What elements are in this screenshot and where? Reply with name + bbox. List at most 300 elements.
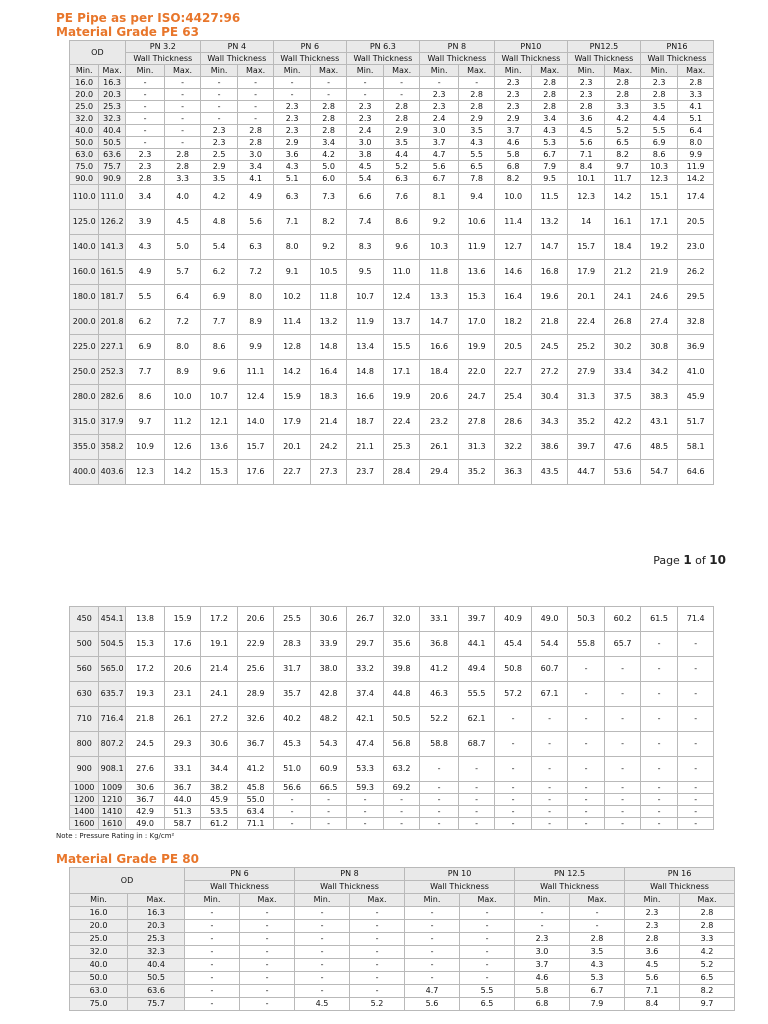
od-cell: 355.0: [70, 435, 99, 460]
thickness-cell: 35.2: [459, 460, 495, 485]
od-cell: 20.0: [70, 89, 99, 101]
thickness-cell: 2.3: [346, 113, 384, 125]
thickness-cell: -: [311, 794, 346, 806]
thickness-cell: 30.8: [640, 335, 678, 360]
thickness-cell: -: [640, 782, 678, 794]
thickness-cell: 9.4: [459, 185, 495, 210]
thickness-cell: 24.7: [459, 385, 495, 410]
thickness-cell: 3.7: [515, 959, 570, 972]
thickness-cell: -: [240, 920, 295, 933]
thickness-cell: -: [200, 113, 238, 125]
wall-thickness-header: Wall Thickness: [494, 53, 567, 65]
thickness-cell: 17.6: [165, 632, 200, 657]
thickness-cell: 36.7: [125, 794, 165, 806]
thickness-cell: 10.7: [200, 385, 238, 410]
table-row: [70, 946, 735, 959]
thickness-cell: 20.6: [165, 657, 200, 682]
thickness-cell: -: [419, 818, 459, 830]
thickness-cell: 49.4: [459, 657, 494, 682]
wall-thickness-header: Wall Thickness: [625, 881, 735, 894]
thickness-cell: 21.4: [311, 410, 347, 435]
thickness-cell: 11.2: [165, 410, 201, 435]
thickness-cell: -: [311, 89, 347, 101]
pn-header: PN 3.2: [125, 41, 200, 53]
thickness-cell: 16.4: [494, 285, 532, 310]
thickness-cell: -: [532, 782, 567, 794]
thickness-cell: 2.8: [567, 101, 605, 113]
od-cell: 160.0: [70, 260, 99, 285]
od-cell: 908.1: [99, 757, 125, 782]
thickness-cell: 64.6: [678, 460, 714, 485]
thickness-cell: 12.3: [125, 460, 165, 485]
thickness-cell: 36.3: [494, 460, 532, 485]
od-cell: 225.0: [70, 335, 99, 360]
thickness-cell: -: [532, 806, 567, 818]
thickness-cell: 23.1: [165, 682, 200, 707]
thickness-cell: 56.8: [384, 732, 419, 757]
thickness-cell: -: [460, 972, 515, 985]
od-cell: 63.6: [99, 149, 125, 161]
thickness-cell: 53.6: [605, 460, 640, 485]
pn-header: PN 4: [200, 41, 273, 53]
thickness-cell: 60.9: [311, 757, 346, 782]
thickness-cell: 18.3: [311, 385, 347, 410]
thickness-cell: -: [605, 732, 640, 757]
thickness-cell: 10.1: [567, 173, 605, 185]
thickness-cell: -: [384, 806, 419, 818]
table-row: [70, 137, 714, 149]
thickness-cell: 22.9: [238, 632, 273, 657]
table-row: [70, 782, 714, 794]
od-cell: 63.0: [70, 149, 99, 161]
thickness-cell: -: [346, 794, 384, 806]
max-header: Max.: [570, 894, 625, 907]
thickness-cell: 45.8: [238, 782, 273, 794]
thickness-cell: -: [165, 89, 201, 101]
thickness-cell: -: [240, 907, 295, 920]
thickness-cell: 55.8: [567, 632, 605, 657]
thickness-cell: 15.3: [125, 632, 165, 657]
od-cell: 32.3: [128, 946, 185, 959]
table-row: [70, 707, 714, 732]
thickness-cell: 6.2: [200, 260, 238, 285]
thickness-cell: 10.0: [494, 185, 532, 210]
thickness-cell: -: [240, 985, 295, 998]
thickness-cell: 31.7: [273, 657, 311, 682]
thickness-cell: 24.5: [125, 732, 165, 757]
thickness-cell: 2.3: [494, 101, 532, 113]
section-title-pe63: Material Grade PE 63: [56, 25, 199, 39]
thickness-cell: -: [678, 782, 714, 794]
min-header: Min.: [405, 894, 460, 907]
thickness-cell: 69.2: [384, 782, 419, 794]
pressure-note: Note : Pressure Rating in : Kg/cm²: [56, 832, 175, 840]
max-header: Max.: [350, 894, 405, 907]
table-row: [70, 757, 714, 782]
thickness-cell: 2.5: [200, 149, 238, 161]
thickness-cell: 6.5: [460, 998, 515, 1011]
od-cell: 141.3: [99, 235, 125, 260]
pn-header: PN16: [640, 41, 713, 53]
thickness-cell: 6.8: [494, 161, 532, 173]
thickness-cell: 21.4: [200, 657, 238, 682]
table-row: [70, 818, 714, 830]
thickness-cell: 29.3: [165, 732, 200, 757]
thickness-cell: 28.4: [384, 460, 420, 485]
thickness-cell: 22.7: [273, 460, 311, 485]
thickness-cell: -: [460, 933, 515, 946]
od-cell: 250.0: [70, 360, 99, 385]
pe63-table-continued: [69, 606, 714, 830]
max-header: Max.: [680, 894, 735, 907]
od-cell: 280.0: [70, 385, 99, 410]
thickness-cell: 5.1: [678, 113, 714, 125]
thickness-cell: 59.3: [346, 782, 384, 794]
thickness-cell: 8.6: [200, 335, 238, 360]
thickness-cell: 17.0: [459, 310, 495, 335]
thickness-cell: 15.3: [459, 285, 495, 310]
max-header: Max.: [165, 65, 201, 77]
thickness-cell: 27.9: [567, 360, 605, 385]
thickness-cell: 23.0: [678, 235, 714, 260]
wall-thickness-header: Wall Thickness: [295, 881, 405, 894]
od-cell: 16.0: [70, 907, 128, 920]
thickness-cell: 5.6: [625, 972, 680, 985]
thickness-cell: 45.3: [273, 732, 311, 757]
thickness-cell: 4.1: [238, 173, 274, 185]
thickness-cell: 58.8: [419, 732, 459, 757]
thickness-cell: 19.3: [125, 682, 165, 707]
thickness-cell: 4.5: [295, 998, 350, 1011]
od-cell: 710: [70, 707, 99, 732]
thickness-cell: 2.9: [494, 113, 532, 125]
thickness-cell: 5.3: [570, 972, 625, 985]
thickness-cell: 40.9: [494, 607, 532, 632]
thickness-cell: 31.3: [459, 435, 495, 460]
od-cell: 282.6: [99, 385, 125, 410]
thickness-cell: 47.6: [605, 435, 640, 460]
thickness-cell: 8.9: [238, 310, 274, 335]
pn-header: PN12.5: [567, 41, 640, 53]
thickness-cell: 3.6: [273, 149, 311, 161]
thickness-cell: -: [295, 985, 350, 998]
max-header: Max.: [605, 65, 640, 77]
thickness-cell: 23.7: [346, 460, 384, 485]
thickness-cell: -: [273, 77, 311, 89]
thickness-cell: -: [494, 806, 532, 818]
thickness-cell: 51.3: [165, 806, 200, 818]
thickness-cell: 9.2: [311, 235, 347, 260]
thickness-cell: -: [532, 757, 567, 782]
thickness-cell: 5.5: [640, 125, 678, 137]
thickness-cell: 4.6: [494, 137, 532, 149]
thickness-cell: 19.9: [459, 335, 495, 360]
thickness-cell: 71.1: [238, 818, 273, 830]
section-title-pe80: Material Grade PE 80: [56, 852, 199, 866]
table-row: [70, 460, 714, 485]
thickness-cell: 16.1: [605, 210, 640, 235]
thickness-cell: 4.9: [125, 260, 165, 285]
thickness-cell: 6.0: [311, 173, 347, 185]
thickness-cell: 6.9: [125, 335, 165, 360]
thickness-cell: 2.8: [570, 933, 625, 946]
thickness-cell: 3.0: [419, 125, 459, 137]
thickness-cell: 51.7: [678, 410, 714, 435]
thickness-cell: 52.2: [419, 707, 459, 732]
thickness-cell: -: [311, 818, 346, 830]
table-row: [70, 235, 714, 260]
thickness-cell: 15.1: [640, 185, 678, 210]
thickness-cell: 2.9: [384, 125, 420, 137]
od-cell: 1200: [70, 794, 99, 806]
od-cell: 1000: [70, 782, 99, 794]
thickness-cell: 17.9: [273, 410, 311, 435]
max-header: Max.: [128, 894, 185, 907]
wall-thickness-header: Wall Thickness: [125, 53, 200, 65]
thickness-cell: -: [570, 907, 625, 920]
thickness-cell: -: [567, 806, 605, 818]
thickness-cell: 24.6: [640, 285, 678, 310]
od-cell: 32.0: [70, 946, 128, 959]
od-cell: 111.0: [99, 185, 125, 210]
table-row: [70, 682, 714, 707]
thickness-cell: 21.8: [532, 310, 567, 335]
thickness-cell: 2.3: [200, 125, 238, 137]
thickness-cell: 19.6: [532, 285, 567, 310]
max-header: Max.: [238, 65, 274, 77]
thickness-cell: -: [165, 113, 201, 125]
thickness-cell: 5.8: [494, 149, 532, 161]
thickness-cell: 32.2: [494, 435, 532, 460]
od-cell: 90.9: [99, 173, 125, 185]
thickness-cell: 16.6: [419, 335, 459, 360]
min-header: Min.: [125, 65, 165, 77]
table-row: [70, 210, 714, 235]
thickness-cell: -: [494, 707, 532, 732]
thickness-cell: -: [459, 806, 494, 818]
thickness-cell: 6.3: [384, 173, 420, 185]
thickness-cell: 11.9: [346, 310, 384, 335]
pe63-table: [69, 40, 714, 485]
thickness-cell: 3.0: [515, 946, 570, 959]
table-row: [70, 907, 735, 920]
thickness-cell: 12.3: [640, 173, 678, 185]
thickness-cell: -: [238, 113, 274, 125]
table-row: [70, 385, 714, 410]
thickness-cell: 12.3: [567, 185, 605, 210]
thickness-cell: 67.1: [532, 682, 567, 707]
table-row: [70, 89, 714, 101]
thickness-cell: 3.3: [165, 173, 201, 185]
document-title: PE Pipe as per ISO:4427:96: [56, 11, 241, 25]
thickness-cell: -: [240, 933, 295, 946]
thickness-cell: -: [185, 946, 240, 959]
thickness-cell: -: [640, 732, 678, 757]
max-header: Max.: [460, 894, 515, 907]
min-header: Min.: [70, 65, 99, 77]
thickness-cell: 8.3: [346, 235, 384, 260]
thickness-cell: 41.2: [419, 657, 459, 682]
thickness-cell: 2.3: [640, 77, 678, 89]
thickness-cell: 15.5: [384, 335, 420, 360]
thickness-cell: 5.6: [405, 998, 460, 1011]
thickness-cell: -: [532, 818, 567, 830]
thickness-cell: 2.8: [311, 101, 347, 113]
thickness-cell: -: [185, 920, 240, 933]
thickness-cell: -: [165, 125, 201, 137]
thickness-cell: 14.7: [532, 235, 567, 260]
thickness-cell: 5.6: [419, 161, 459, 173]
thickness-cell: -: [419, 794, 459, 806]
od-cell: 560: [70, 657, 99, 682]
pn-header: PN 12.5: [515, 868, 625, 881]
thickness-cell: -: [350, 907, 405, 920]
thickness-cell: 48.2: [311, 707, 346, 732]
thickness-cell: 2.9: [200, 161, 238, 173]
table-row: [70, 285, 714, 310]
od-cell: 25.0: [70, 933, 128, 946]
max-header: Max.: [311, 65, 347, 77]
thickness-cell: 14.2: [165, 460, 201, 485]
thickness-cell: 9.6: [200, 360, 238, 385]
thickness-cell: 15.9: [273, 385, 311, 410]
thickness-cell: 4.4: [384, 149, 420, 161]
od-cell: 90.0: [70, 173, 99, 185]
thickness-cell: 6.9: [640, 137, 678, 149]
thickness-cell: 5.0: [311, 161, 347, 173]
thickness-cell: 39.7: [567, 435, 605, 460]
thickness-cell: 7.2: [165, 310, 201, 335]
thickness-cell: 5.0: [165, 235, 201, 260]
thickness-cell: -: [678, 657, 714, 682]
page-of: of: [691, 554, 710, 567]
thickness-cell: 14.0: [238, 410, 274, 435]
thickness-cell: 55.5: [459, 682, 494, 707]
thickness-cell: 50.8: [494, 657, 532, 682]
thickness-cell: -: [460, 920, 515, 933]
pn-header: PN 6.3: [346, 41, 419, 53]
thickness-cell: 2.9: [273, 137, 311, 149]
thickness-cell: -: [185, 959, 240, 972]
od-cell: 454.1: [99, 607, 125, 632]
thickness-cell: 3.4: [532, 113, 567, 125]
thickness-cell: -: [460, 907, 515, 920]
od-cell: 504.5: [99, 632, 125, 657]
table-row: [70, 972, 735, 985]
thickness-cell: -: [295, 972, 350, 985]
table-row: [70, 998, 735, 1011]
thickness-cell: 27.8: [459, 410, 495, 435]
thickness-cell: 8.6: [125, 385, 165, 410]
od-cell: 75.7: [128, 998, 185, 1011]
thickness-cell: -: [494, 757, 532, 782]
thickness-cell: 14.6: [494, 260, 532, 285]
thickness-cell: 14.2: [273, 360, 311, 385]
thickness-cell: -: [640, 794, 678, 806]
thickness-cell: 17.1: [384, 360, 420, 385]
od-cell: 315.0: [70, 410, 99, 435]
thickness-cell: 11.9: [678, 161, 714, 173]
thickness-cell: -: [350, 946, 405, 959]
pn-header-row: [70, 868, 735, 881]
thickness-cell: 49.0: [532, 607, 567, 632]
thickness-cell: -: [640, 657, 678, 682]
thickness-cell: 13.7: [384, 310, 420, 335]
thickness-cell: 25.6: [238, 657, 273, 682]
od-cell: 50.0: [70, 972, 128, 985]
thickness-cell: 9.7: [605, 161, 640, 173]
thickness-cell: 5.1: [273, 173, 311, 185]
thickness-cell: -: [185, 985, 240, 998]
thickness-cell: 4.2: [311, 149, 347, 161]
thickness-cell: -: [605, 794, 640, 806]
table-row: [70, 657, 714, 682]
thickness-cell: 32.6: [238, 707, 273, 732]
thickness-cell: 2.3: [273, 125, 311, 137]
thickness-cell: 26.1: [419, 435, 459, 460]
thickness-cell: 10.3: [419, 235, 459, 260]
thickness-cell: -: [678, 707, 714, 732]
od-cell: 75.7: [99, 161, 125, 173]
thickness-cell: 33.4: [605, 360, 640, 385]
thickness-cell: 16.6: [346, 385, 384, 410]
od-cell: 716.4: [99, 707, 125, 732]
thickness-cell: 23.2: [419, 410, 459, 435]
thickness-cell: -: [273, 89, 311, 101]
thickness-cell: 33.1: [419, 607, 459, 632]
thickness-cell: -: [200, 101, 238, 113]
thickness-cell: -: [567, 818, 605, 830]
thickness-cell: 36.9: [678, 335, 714, 360]
thickness-cell: 3.6: [567, 113, 605, 125]
od-cell: 807.2: [99, 732, 125, 757]
thickness-cell: 30.6: [200, 732, 238, 757]
thickness-cell: -: [605, 657, 640, 682]
thickness-cell: -: [419, 782, 459, 794]
thickness-cell: -: [567, 757, 605, 782]
thickness-cell: 44.8: [384, 682, 419, 707]
thickness-cell: 12.1: [200, 410, 238, 435]
thickness-cell: 16.4: [311, 360, 347, 385]
thickness-cell: 50.3: [567, 607, 605, 632]
thickness-cell: 32.8: [678, 310, 714, 335]
thickness-cell: -: [384, 818, 419, 830]
min-header: Min.: [419, 65, 459, 77]
thickness-cell: 6.7: [532, 149, 567, 161]
thickness-cell: 42.1: [346, 707, 384, 732]
thickness-cell: 4.3: [570, 959, 625, 972]
thickness-cell: 42.8: [311, 682, 346, 707]
thickness-cell: 40.2: [273, 707, 311, 732]
thickness-cell: 14.2: [678, 173, 714, 185]
thickness-cell: -: [185, 998, 240, 1011]
od-cell: 16.3: [128, 907, 185, 920]
thickness-cell: 17.6: [238, 460, 274, 485]
thickness-cell: 2.8: [625, 933, 680, 946]
od-cell: 317.9: [99, 410, 125, 435]
thickness-cell: -: [678, 632, 714, 657]
wall-thickness-header: Wall Thickness: [640, 53, 713, 65]
thickness-cell: -: [494, 782, 532, 794]
thickness-cell: 56.6: [273, 782, 311, 794]
thickness-cell: 4.2: [680, 946, 735, 959]
thickness-cell: 7.6: [384, 185, 420, 210]
od-cell: 25.0: [70, 101, 99, 113]
thickness-cell: 27.6: [125, 757, 165, 782]
wall-thickness-header: Wall Thickness: [405, 881, 515, 894]
table-row: [70, 185, 714, 210]
thickness-cell: 44.1: [459, 632, 494, 657]
